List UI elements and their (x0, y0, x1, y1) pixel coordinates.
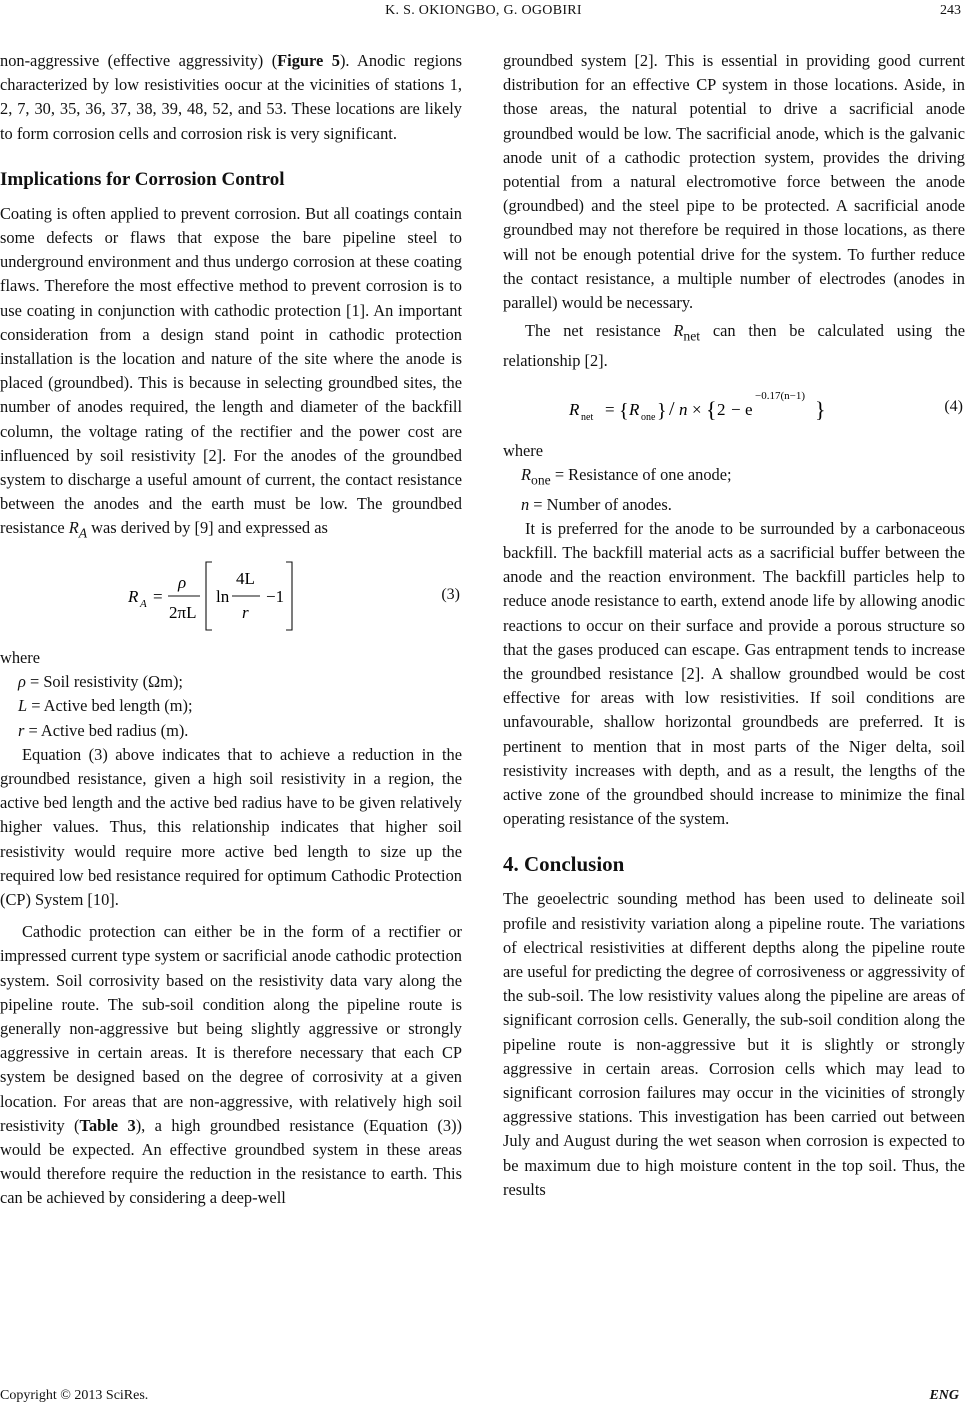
svg-text:=: = (153, 586, 163, 606)
equation-4-formula (503, 381, 903, 433)
svg-text:/: / (669, 397, 675, 420)
equation-3 (0, 554, 462, 636)
left-column (0, 49, 462, 1211)
definition-radius: r = Active bed radius (m). (18, 720, 189, 740)
svg-text:−: − (731, 399, 741, 419)
paragraph-coating: Coating is often applied to prevent corrosion. But all coatings contain some defects or flaws that expose the bare pipeline steel to underground environment and thus undergo corrosion at these coating flaws. Therefore the most effective method to prevent corrosion is to use coating in conjunction with cathodic protection [1]. An important consideration from a design stand point in cathodic protection installation is the location and nature of the site where the anode is placed (groundbed). This is because in selecting groundbed sites, the number of anodes required, the length and diameter of the backfill column, the voltage rating of the rectifier and the power cost are influenced by soil resistivity [2]. For the anodes of the groundbed system to discharge a useful amount of current, the contact resistance between the anodes and the earth must be low. The groundbed resistance $R_A$ was derived by [9] and expressed as (0, 203, 462, 541)
svg-text:2: 2 (717, 399, 726, 419)
svg-text:R: R (569, 399, 580, 419)
equation-4-number: (4) (944, 397, 963, 415)
definition-n: n = Number of anodes. (521, 494, 672, 514)
section-heading-corrosion-control: Implications for Corrosion Control (0, 168, 285, 190)
svg-text:−0.17(n−1): −0.17(n−1) (755, 389, 805, 402)
svg-text:ρ: ρ (178, 572, 187, 592)
svg-text:r: r (242, 602, 249, 622)
journal-abbreviation: ENG (929, 1388, 959, 1403)
table-3-link[interactable]: Table 3 (79, 1115, 136, 1135)
paragraph-net-resistance: The net resistance $R_{net}$ can then be calculated using the relationship [2]. (503, 321, 966, 370)
right-column (503, 49, 965, 1202)
paragraph-groundbed-continued: groundbed system [2]. This is essential in providing good current distribution for an effective CP system in those locations. Aside, in those areas, the natural potential to drive a sacrificial anode groundbed would be low. The sacrificial anode, which is the galvanic anode unit of a cathodic protection system, provides the driving potential from a natural electromotive force between the anode (groundbed) and the steel pipe to be protected. A sacrificial anode groundbed may not therefore be required in those locations, as there will not be enough potential drive for the system. To further reduce the contact resistance, a multiple number of electrodes (anodes in parallel) would be necessary. (503, 51, 965, 313)
paragraph-cathodic-protection: Cathodic protection can either be in the form of a rectifier or impressed current type system or sacrificial anode cathodic protection system. Soil corrosivity based on the resistivity data vary along the pipeline route. The sub-soil condition along the pipeline route is generally non-aggressive but being slightly aggressive or strongly aggressive in certain areas. It is therefore necessary that each CP system be designed based on the degree of corrosivity at a given location. For areas that are non-aggressive, with relatively high soil resistivity (Table 3), a high groundbed resistance (Equation (3)) would be expected. An effective groundbed system in these areas would therefore require the reduction in the resistance to earth. This can be achieved by considering a deep-well (0, 922, 462, 1208)
svg-text:e: e (745, 399, 753, 419)
where-label-2: where (503, 440, 544, 460)
svg-text:n: n (679, 399, 688, 419)
svg-text:net: net (581, 411, 594, 423)
paragraph-conclusion: The geoelectric sounding method has been used to delineate soil profile and resistivity variation along a pipeline route. The variations of electrical resistivities at different depths along the pipeline route are useful for predicting the degree of corrosiveness or aggressivity of the sub-soil. The low resistivity values along the pipeline are areas of significant corrosion cells. Generally, the sub-soil condition along the pipeline route is non-aggressive but it is slightly or strongly aggressive in certain areas. Corrosion cells which may lead to significant corrosion failures may occur in the vicinities of strongly aggressive stations. This investigation has been carried out between July and August during the wet season when corrosion is expected to be maximum due to high moisture content in the top soil. Thus, the results (503, 889, 965, 1199)
svg-text:one: one (641, 411, 656, 423)
paragraph-anodic-regions: non-aggressive (effective aggressivity) (Figure 5). Anodic regions characterized by low resistivities oocur at the vicinities of stations 1, 2, 7, 30, 35, 36, 37, 38, 39, 48, 52, and 53. These locations are likely to form corrosion cells and corrosion risk is very significant. (0, 51, 462, 143)
paragraph-equation-3-discussion: Equation (3) above indicates that to achieve a reduction in the groundbed resistance, given a high soil resistivity in a region, the active bed length and the active bed radius have to be given relatively higher values. Thus, this relationship indicates that higher soil resistivity would require more active bed length to size up the required low bed resistance required for optimum Cathodic Protection (CP) System [10]. (0, 744, 462, 909)
running-header (0, 0, 967, 30)
svg-text:−1: −1 (266, 586, 285, 606)
svg-text:R: R (128, 586, 139, 606)
equation-4 (503, 381, 965, 433)
definition-rho: ρ = Soil resistivity (Ωm); (18, 672, 183, 692)
where-label: where (0, 647, 41, 667)
running-header-authors: K. S. OKIONGBO, G. OGOBIRI (385, 3, 582, 18)
definition-r-one: $R_{one}$ = Resistance of one anode; (521, 465, 732, 488)
svg-text:4L: 4L (236, 568, 255, 588)
page-number: 243 (940, 3, 961, 18)
svg-text:ln: ln (216, 586, 230, 606)
svg-text:}: } (815, 396, 826, 422)
svg-text:×: × (692, 399, 702, 419)
svg-text:{: { (706, 396, 717, 422)
svg-text:=: = (605, 399, 615, 419)
figure-5-link[interactable]: Figure 5 (277, 51, 340, 70)
section-heading-conclusion: 4. Conclusion (503, 852, 625, 877)
svg-text:A: A (140, 597, 147, 610)
definition-length: L = Active bed length (m); (18, 696, 193, 716)
svg-text:{: { (619, 399, 629, 422)
equation-3-number: (3) (441, 585, 460, 603)
svg-text:2πL: 2πL (169, 602, 197, 622)
equation-3-formula (0, 554, 400, 636)
svg-text:R: R (629, 399, 640, 419)
svg-text:}: } (657, 399, 667, 422)
paragraph-backfill: It is preferred for the anode to be surrounded by a carbonaceous backfill. The backfill material acts as a sacrificial buffer between the anode and the reaction environment. The backfill particles help to reduce anode resistance to earth, extend anode life by allowing anodic reactions to occur on their surface and provide a porous structure so that the gases produced can escape. Gas entrapment tends to increase the groundbed resistance [2]. A shallow groundbed would be cost effective for areas with low resistivities. If soil conditions are unfavourable, shallow horizontal groundbeds are preferred. It is pertinent to mention that in most parts of the Niger delta, soil resistivity increases with depth, and as a result, the lengths of the active zone of the groundbed should increase to minimize the final operating resistance of the system. (503, 518, 965, 829)
copyright-notice: Copyright © 2013 SciRes. (0, 1388, 149, 1403)
